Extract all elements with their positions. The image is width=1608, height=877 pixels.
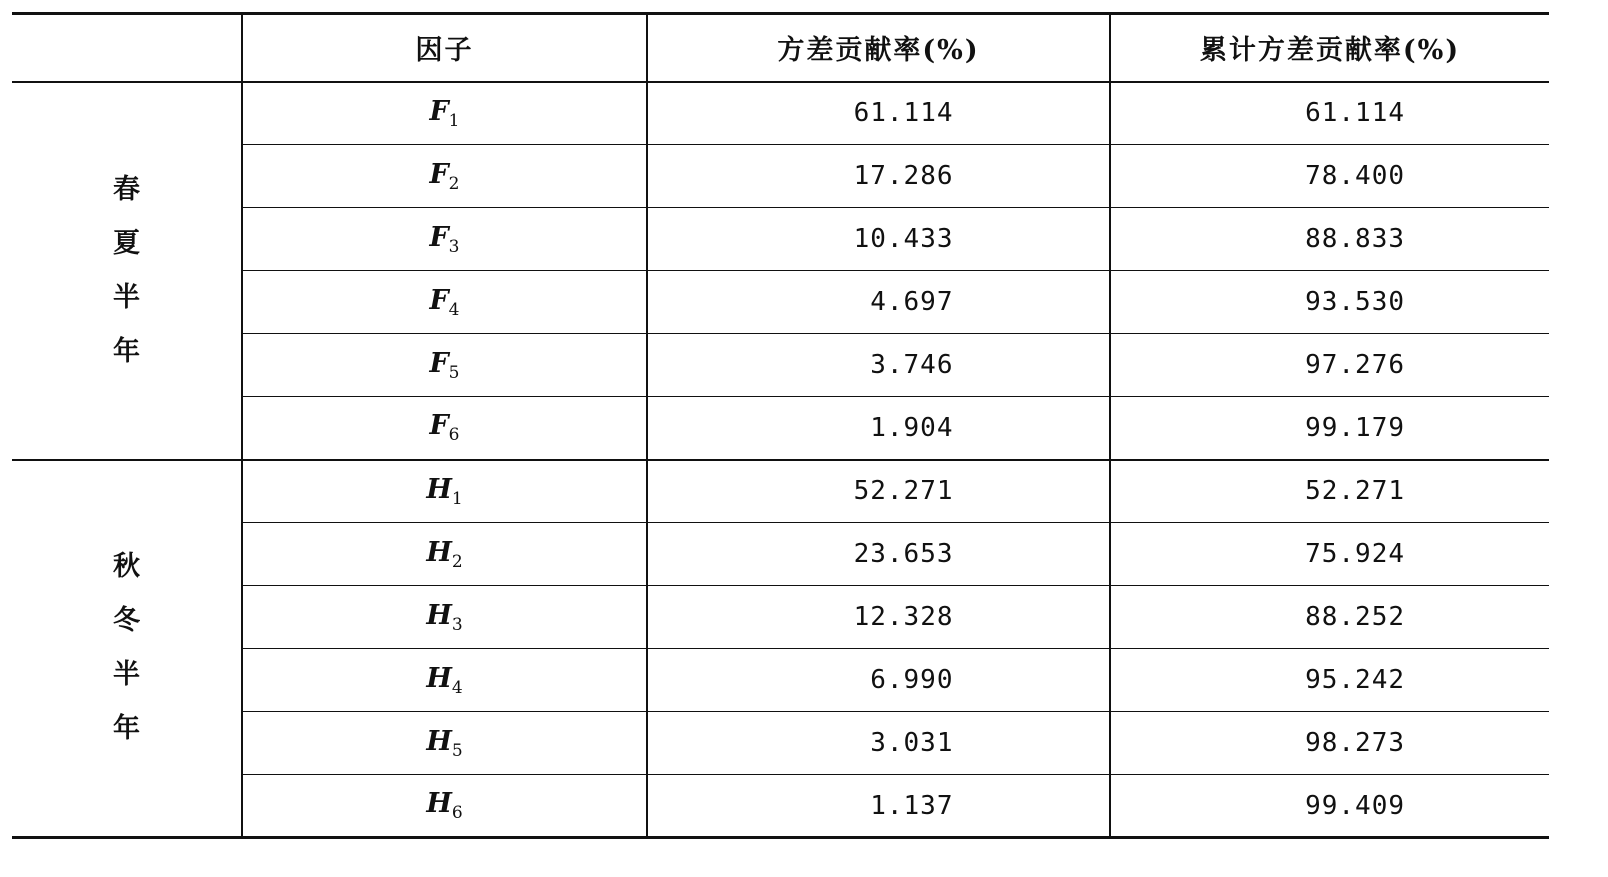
- factor-cell: $H_4$: [242, 649, 647, 712]
- variance-cell: 3.031: [647, 712, 1110, 775]
- header-cumulative: 累计方差贡献率(%): [1110, 14, 1549, 82]
- group-char: 秋: [113, 551, 140, 583]
- cumulative-cell: 88.252: [1110, 586, 1549, 649]
- table-row: [12, 649, 1549, 712]
- header-group: [12, 14, 242, 82]
- table-row: [12, 145, 1549, 208]
- header-variance: 方差贡献率(%): [647, 14, 1110, 82]
- factor-cell: $F_1$: [242, 82, 647, 145]
- table-row: [12, 775, 1549, 838]
- table-body: [12, 82, 1549, 838]
- factor-cell: $H_3$: [242, 586, 647, 649]
- cumulative-cell: 95.242: [1110, 649, 1549, 712]
- table-row: [12, 271, 1549, 334]
- table-row: [12, 523, 1549, 586]
- variance-cell: 6.990: [647, 649, 1110, 712]
- cumulative-cell: 98.273: [1110, 712, 1549, 775]
- cumulative-cell: 93.530: [1110, 271, 1549, 334]
- group-char: 半: [113, 659, 140, 691]
- variance-cell: 3.746: [647, 334, 1110, 397]
- factor-cell: $F_2$: [242, 145, 647, 208]
- header-row: [12, 14, 1549, 82]
- factor-cell: $H_1$: [242, 460, 647, 523]
- group-char: 半: [113, 281, 140, 313]
- cumulative-cell: 78.400: [1110, 145, 1549, 208]
- variance-cell: 1.137: [647, 775, 1110, 838]
- group-char: 春: [113, 173, 140, 205]
- factor-cell: $F_6$: [242, 397, 647, 460]
- cumulative-cell: 52.271: [1110, 460, 1549, 523]
- table-header: [12, 14, 1549, 82]
- variance-cell: 12.328: [647, 586, 1110, 649]
- factor-cell: $H_6$: [242, 775, 647, 838]
- table-row: [12, 586, 1549, 649]
- table-row: [12, 334, 1549, 397]
- cumulative-cell: 75.924: [1110, 523, 1549, 586]
- factor-cell: $H_5$: [242, 712, 647, 775]
- variance-cell: 52.271: [647, 460, 1110, 523]
- factor-cell: $F_5$: [242, 334, 647, 397]
- variance-cell: 23.653: [647, 523, 1110, 586]
- cumulative-cell: 88.833: [1110, 208, 1549, 271]
- cumulative-cell: 99.179: [1110, 397, 1549, 460]
- table-row: [12, 82, 1549, 145]
- group-label-autumn-winter: [12, 460, 242, 838]
- variance-cell: 61.114: [647, 82, 1110, 145]
- cumulative-cell: 97.276: [1110, 334, 1549, 397]
- group-char: 冬: [113, 605, 140, 637]
- variance-cell: 17.286: [647, 145, 1110, 208]
- table-row: [12, 397, 1549, 460]
- group-char: 夏: [113, 227, 140, 259]
- variance-cell: 1.904: [647, 397, 1110, 460]
- table-row: [12, 712, 1549, 775]
- group-char: 年: [113, 335, 140, 367]
- factor-cell: $F_4$: [242, 271, 647, 334]
- factor-cell: $H_2$: [242, 523, 647, 586]
- factor-cell: $F_3$: [242, 208, 647, 271]
- variance-cell: 10.433: [647, 208, 1110, 271]
- group-char: 年: [113, 713, 140, 745]
- group-label-spring-summer: [12, 82, 242, 460]
- variance-contribution-table: [12, 12, 1549, 839]
- table-row: [12, 208, 1549, 271]
- table-row: [12, 460, 1549, 523]
- cumulative-cell: 99.409: [1110, 775, 1549, 838]
- cumulative-cell: 61.114: [1110, 82, 1549, 145]
- variance-cell: 4.697: [647, 271, 1110, 334]
- header-factor: 因子: [242, 14, 647, 82]
